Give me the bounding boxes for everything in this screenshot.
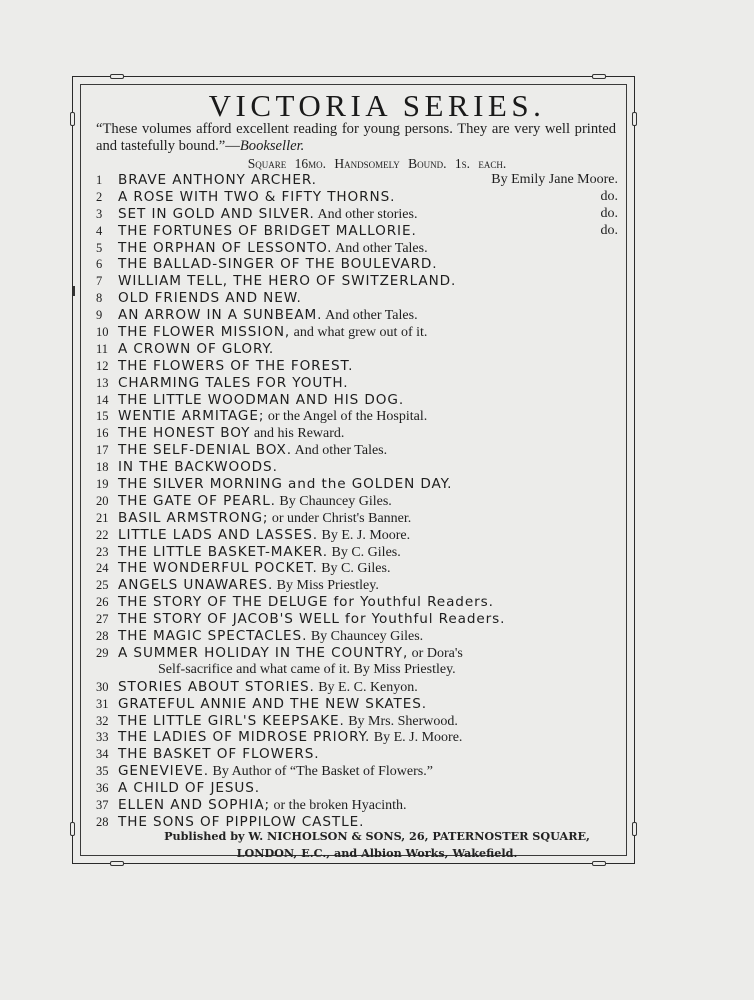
item-note: By C. Giles. <box>321 561 391 577</box>
margin-mark <box>73 286 75 296</box>
list-item <box>96 256 621 273</box>
quote-text: “These volumes afford excellent reading for young persons. They are very well printed and tastefully bound.”— <box>96 121 616 154</box>
item-number: 31 <box>96 696 109 711</box>
item-number: 26 <box>96 595 109 610</box>
list-item <box>96 577 621 594</box>
item-number: 10 <box>96 325 109 340</box>
item-note: By Chauncey Giles. <box>279 493 392 509</box>
item-title: THE FLOWER MISSION, <box>118 324 291 341</box>
list-item <box>96 476 621 493</box>
spec-size: Square 16mo. <box>247 156 326 171</box>
list-item <box>96 324 621 341</box>
list-item <box>96 560 621 577</box>
item-number: 20 <box>96 493 109 508</box>
item-title: STORIES ABOUT STORIES. <box>118 678 315 695</box>
item-title: THE LITTLE GIRL'S KEEPSAKE. <box>118 712 345 729</box>
item-title: THE GATE OF PEARL. <box>118 492 276 509</box>
item-title: OLD FRIENDS AND NEW. <box>118 290 302 307</box>
list-item <box>96 273 621 290</box>
list-item <box>96 713 621 730</box>
item-title: SET IN GOLD AND SILVER. <box>118 205 315 222</box>
item-number: 11 <box>96 341 109 356</box>
item-number: 14 <box>96 392 109 407</box>
item-number: 28 <box>96 629 109 644</box>
list-item <box>96 544 621 561</box>
item-title: THE SILVER MORNING and the GOLDEN DAY. <box>118 476 453 493</box>
list-item <box>96 628 621 645</box>
series-title: VICTORIA SERIES. <box>208 88 546 123</box>
list-item <box>96 746 621 763</box>
list-item <box>96 797 621 814</box>
item-title: THE STORY OF THE DELUGE for Youthful Readers. <box>118 594 494 611</box>
item-title: IN THE BACKWOODS. <box>118 459 278 476</box>
item-title: THE MAGIC SPECTACLES. <box>118 628 308 645</box>
item-title: A CHILD OF JESUS. <box>118 780 260 797</box>
item-title: ANGELS UNAWARES. <box>118 577 274 594</box>
item-note: Self-sacrifice and what came of it. By Miss Priestley. <box>158 661 456 677</box>
spec-binding: Handsomely Bound. <box>334 156 447 171</box>
item-author: do. <box>600 205 618 221</box>
item-note: By Miss Priestley. <box>276 578 379 594</box>
item-note: And other Tales. <box>335 240 428 256</box>
item-number: 18 <box>96 460 109 475</box>
item-number: 35 <box>96 764 109 779</box>
item-title: THE HONEST BOY <box>118 425 251 442</box>
list-item <box>96 375 621 392</box>
item-title: ELLEN AND SOPHIA; <box>118 796 271 813</box>
item-number: 29 <box>96 645 109 660</box>
book-list <box>96 172 621 831</box>
item-title: LITTLE LADS AND LASSES. <box>118 526 318 543</box>
item-title: THE SELF-DENIAL BOX. <box>118 442 292 459</box>
item-number: 8 <box>96 291 103 306</box>
publisher-imprint <box>0 828 754 862</box>
list-item <box>96 307 621 324</box>
item-number: 28 <box>96 814 109 829</box>
item-title: THE LADIES OF MIDROSE PRIORY. <box>118 729 371 746</box>
item-note: or the Angel of the Hospital. <box>267 409 428 425</box>
item-note: By C. Giles. <box>331 544 401 560</box>
list-item <box>96 223 621 240</box>
item-note: By Mrs. Sherwood. <box>348 713 458 729</box>
edition-spec <box>0 156 754 172</box>
item-note: By Author of “The Basket of Flowers.” <box>212 764 433 780</box>
list-item <box>96 341 621 358</box>
item-number: 1 <box>96 173 103 187</box>
list-item <box>96 358 621 375</box>
item-note: And other Tales. <box>325 308 418 324</box>
item-number: 7 <box>96 274 103 289</box>
item-number: 21 <box>96 510 109 525</box>
item-number: 25 <box>96 578 109 593</box>
list-item <box>96 189 621 206</box>
list-item <box>96 408 621 425</box>
item-title: WILLIAM TELL, THE HERO OF SWITZERLAND. <box>118 273 457 290</box>
item-number: 17 <box>96 443 109 458</box>
review-quote <box>96 121 616 155</box>
list-item <box>96 172 621 189</box>
item-note: And other stories. <box>317 206 418 222</box>
border-ornament-top-left <box>110 74 124 79</box>
list-item <box>96 510 621 527</box>
item-author: do. <box>600 188 618 204</box>
list-item <box>96 696 621 713</box>
list-item <box>96 679 621 696</box>
item-title: A SUMMER HOLIDAY IN THE COUNTRY, <box>118 644 409 661</box>
item-title: THE BASKET OF FLOWERS. <box>118 746 320 763</box>
item-number: 19 <box>96 477 109 492</box>
item-title: THE LITTLE BASKET-MAKER. <box>118 543 328 560</box>
list-item <box>96 527 621 544</box>
item-note: And other Tales. <box>294 443 388 459</box>
item-number: 23 <box>96 544 109 559</box>
quote-source: Bookseller. <box>239 138 305 154</box>
item-title: AN ARROW IN A SUNBEAM. <box>118 307 323 324</box>
item-number: 36 <box>96 781 109 796</box>
border-ornament-top-right <box>592 74 606 79</box>
list-item <box>96 780 621 797</box>
item-title: THE LITTLE WOODMAN AND HIS DOG. <box>118 391 405 408</box>
item-title: THE SONS OF PIPPILOW CASTLE. <box>118 813 365 830</box>
item-number: 5 <box>96 240 103 255</box>
list-item <box>96 442 621 459</box>
list-item <box>96 493 621 510</box>
list-item <box>96 662 621 679</box>
item-number: 4 <box>96 223 103 238</box>
item-note: or Dora's <box>411 645 463 661</box>
item-number: 32 <box>96 713 109 728</box>
item-number: 30 <box>96 679 109 694</box>
item-title: WENTIE ARMITAGE; <box>118 408 265 425</box>
item-number: 9 <box>96 308 103 323</box>
item-title: BASIL ARMSTRONG; <box>118 509 269 526</box>
item-author: do. <box>600 222 618 238</box>
list-item <box>96 729 621 746</box>
list-item <box>96 392 621 409</box>
imprint-line-2: LONDON, E.C., and Albion Works, Wakefield. <box>236 846 518 860</box>
item-number: 33 <box>96 730 109 745</box>
item-note: By E. J. Moore. <box>373 730 463 746</box>
item-title: THE WONDERFUL POCKET. <box>118 560 318 577</box>
item-title: GRATEFUL ANNIE AND THE NEW SKATES. <box>118 695 427 712</box>
item-number: 34 <box>96 747 109 762</box>
item-title: THE STORY OF JACOB'S WELL for Youthful Readers. <box>118 611 506 628</box>
item-number: 3 <box>96 206 103 221</box>
item-number: 22 <box>96 527 109 542</box>
list-item <box>96 763 621 780</box>
item-author: By Emily Jane Moore. <box>491 172 618 187</box>
item-title: THE FORTUNES OF BRIDGET MALLORIE. <box>118 222 417 239</box>
item-number: 2 <box>96 189 103 204</box>
item-title: BRAVE ANTHONY ARCHER. <box>118 172 317 188</box>
list-item <box>96 206 621 223</box>
item-number: 15 <box>96 409 109 424</box>
item-note: and what grew out of it. <box>293 325 428 341</box>
item-title: A CROWN OF GLORY. <box>118 340 275 357</box>
item-note: By Chauncey Giles. <box>310 629 424 645</box>
item-number: 24 <box>96 561 109 576</box>
list-item <box>96 611 621 628</box>
item-number: 37 <box>96 797 109 812</box>
item-note: or the broken Hyacinth. <box>273 797 407 813</box>
item-number: 13 <box>96 375 109 390</box>
item-number: 16 <box>96 426 109 441</box>
item-note: or under Christ's Banner. <box>271 510 412 526</box>
item-note: and his Reward. <box>253 426 345 442</box>
imprint-line-1: Published by W. NICHOLSON & SONS, 26, PATERNOSTER SQUARE, <box>164 829 590 843</box>
item-note: By E. J. Moore. <box>321 527 411 543</box>
list-item <box>96 240 621 257</box>
item-title: THE BALLAD-SINGER OF THE BOULEVARD. <box>118 256 438 273</box>
item-title: THE FLOWERS OF THE FOREST. <box>118 357 354 374</box>
item-note: By E. C. Kenyon. <box>318 679 418 695</box>
item-number: 27 <box>96 612 109 627</box>
list-item <box>96 425 621 442</box>
item-number: 6 <box>96 257 103 272</box>
list-item <box>96 290 621 307</box>
item-number: 12 <box>96 358 109 373</box>
spec-price: 1s. each. <box>454 156 507 171</box>
list-item <box>96 459 621 476</box>
list-item <box>96 645 621 662</box>
item-title: CHARMING TALES FOR YOUTH. <box>118 374 349 391</box>
list-item <box>96 594 621 611</box>
item-title: A ROSE WITH TWO & FIFTY THORNS. <box>118 188 396 205</box>
item-title: GENEVIEVE. <box>118 763 209 780</box>
item-title: THE ORPHAN OF LESSONTO. <box>118 239 333 256</box>
